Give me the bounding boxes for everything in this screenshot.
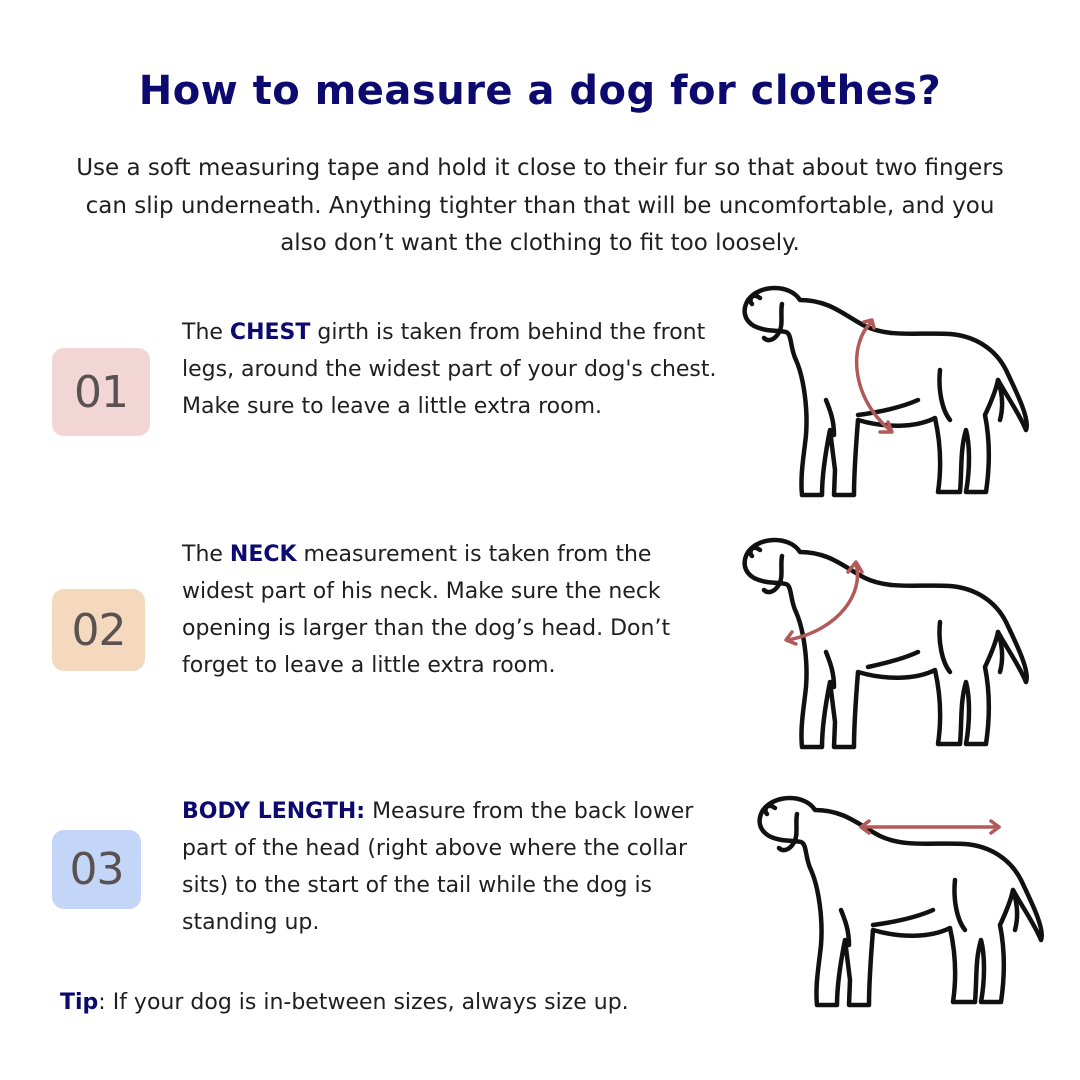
dog-length-measure-icon	[745, 780, 1065, 1020]
neck-measure-arrow	[786, 562, 862, 644]
dog-outline	[745, 540, 1027, 747]
tip-label: Tip	[60, 990, 99, 1015]
step-2-body: measurement is taken from the widest part of his neck. Make sure the neck opening is larger than the dog’s head. Don’t forget to leave a little extra room.	[182, 542, 671, 678]
step-2-prefix: The	[182, 542, 230, 567]
step-1-keyword: CHEST	[229, 320, 311, 345]
page-title: How to measure a dog for clothes?	[138, 68, 942, 114]
step-2-text	[182, 536, 722, 684]
step-3-text	[182, 793, 722, 941]
length-measure-arrow	[861, 821, 999, 833]
step-1-badge: 01	[52, 348, 150, 436]
dog-outline	[760, 798, 1042, 1005]
step-1-text	[182, 314, 722, 425]
step-1-body: girth is taken from behind the front legs, around the widest part of your dog's chest. Make sure to leave a little extra room.	[182, 320, 717, 419]
intro-paragraph: Use a soft measuring tape and hold it close to their fur so that about two fingers can slip underneath. Anything tighter than that will be uncomfortable, and you also don’t want the clothing to fit too loosely.	[76, 155, 1004, 256]
step-3-badge: 03	[52, 830, 141, 909]
step-2-badge: 02	[52, 589, 145, 671]
dog-outline	[745, 288, 1027, 495]
dog-neck-measure-icon	[730, 522, 1050, 762]
tip-text: : If your dog is in-between sizes, always size up.	[98, 990, 629, 1015]
step-2-keyword: NECK	[229, 542, 297, 567]
step-3-keyword: BODY LENGTH:	[182, 799, 366, 824]
step-1-prefix: The	[182, 320, 230, 345]
dog-chest-measure-icon	[730, 270, 1050, 510]
tip-line	[60, 984, 629, 1021]
step-3-body: Measure from the back lower part of the head (right above where the collar sits) to the start of the tail while the dog is standing up.	[182, 799, 694, 935]
